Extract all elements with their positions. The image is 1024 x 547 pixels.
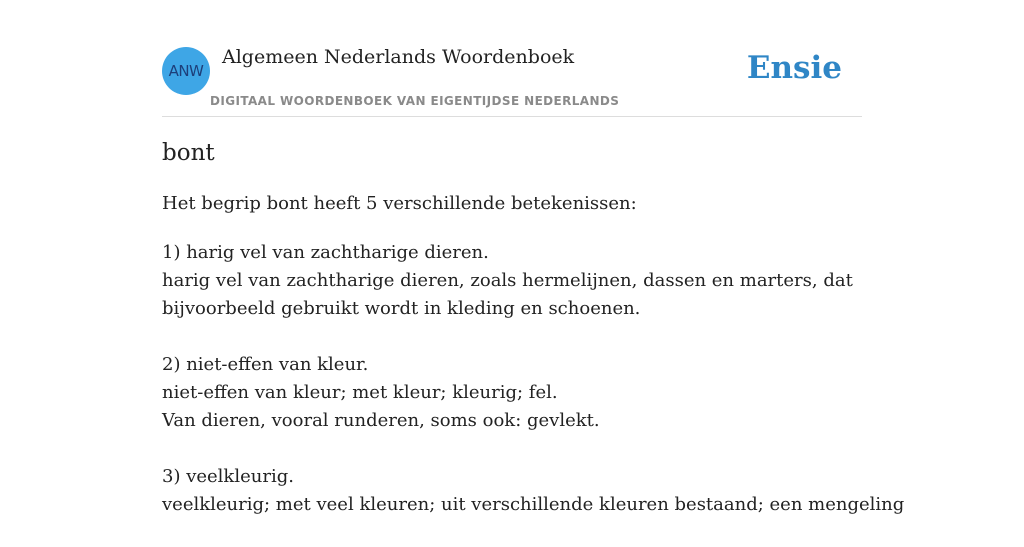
page-container: [162, 0, 905, 515]
definition-line: Van dieren, vooral runderen, soms ook: gevlekt.: [162, 410, 600, 431]
definition-item: [162, 239, 862, 323]
entry-intro: Het begrip bont heeft 5 verschillende betekenissen:: [162, 193, 637, 214]
entry-word-title: bont: [162, 140, 215, 166]
definition-line: niet-effen van kleur; met kleur; kleurig; fel.: [162, 382, 558, 403]
definitions-list: [162, 239, 905, 547]
definition-item: [162, 463, 905, 519]
definition-line: harig vel van zachtharige dieren, zoals hermelijnen, dassen en marters, dat: [162, 270, 853, 291]
definition-heading: 2) niet-effen van kleur.: [162, 354, 369, 375]
site-subtitle: DIGITAAL WOORDENBOEK VAN EIGENTIJDSE NEDERLANDS: [210, 94, 620, 108]
definition-line: veelkleurig; met veel kleuren; uit verschillende kleuren bestaand; een mengeling: [162, 494, 905, 515]
definition-line: bijvoorbeeld gebruikt wordt in kleding en schoenen.: [162, 298, 641, 319]
ensie-brand-link[interactable]: Ensie: [746, 50, 842, 86]
site-header: [162, 0, 862, 117]
anw-logo[interactable]: [162, 47, 210, 95]
definition-heading: 1) harig vel van zachtharige dieren.: [162, 242, 489, 263]
logo-text: ANW: [168, 62, 204, 80]
definition-heading: 3) veelkleurig.: [162, 466, 294, 487]
definition-item: [162, 351, 862, 435]
site-title[interactable]: Algemeen Nederlands Woordenboek: [222, 46, 575, 68]
